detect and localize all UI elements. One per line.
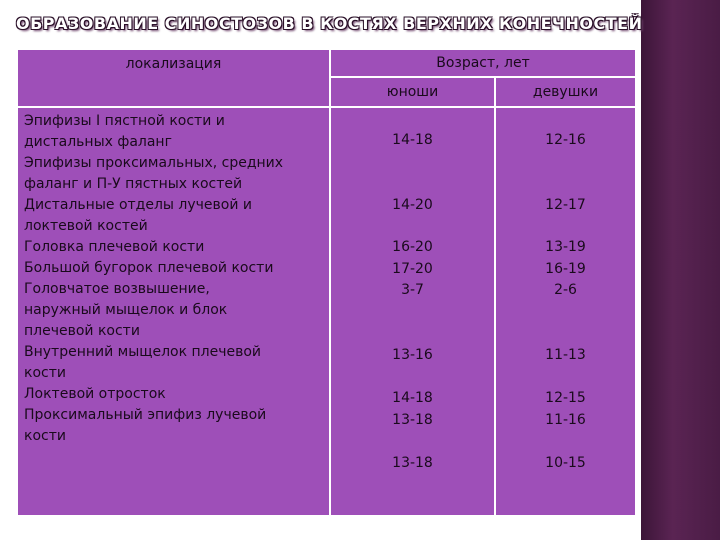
girls-value: 16-19 [545,261,586,277]
boys-column [331,108,494,515]
header-girls: девушки [496,78,635,106]
boys-value: 13-18 [392,412,433,428]
girls-value: 11-16 [545,412,586,428]
header-localization: локализация [18,50,329,106]
boys-value: 14-20 [392,197,433,213]
boys-value: 3-7 [401,282,424,298]
boys-value: 14-18 [392,390,433,406]
boys-value: 17-20 [392,261,433,277]
boys-value: 13-16 [392,347,433,363]
header-boys: юноши [331,78,494,106]
girls-value: 2-6 [554,282,577,298]
girls-value: 12-15 [545,390,586,406]
header-age: Возраст, лет [331,50,635,76]
girls-column [496,108,635,515]
girls-value: 10-15 [545,455,586,471]
boys-value: 16-20 [392,239,433,255]
boys-value: 13-18 [392,455,433,471]
boys-value: 14-18 [392,132,433,148]
girls-value: 12-17 [545,197,586,213]
localization-list: Эпифизы I пястной кости и дистальных фаланг Эпифизы проксимальных, средних фаланг и П-У пястных костей Дистальные отделы лучевой и локтевой костей Головка плечевой кости Большой бугорок плечевой кости Головчатое возвышение, наружный мыщелок и блок плечевой кости Внутренний мыщелок плечевой кости Локтевой отросток Проксимальный эпифиз лучевой кости [18,108,329,515]
girls-value: 13-19 [545,239,586,255]
decorative-sidebar [641,0,720,540]
girls-value: 12-16 [545,132,586,148]
girls-value: 11-13 [545,347,586,363]
page-title: ОБРАЗОВАНИЕ СИНОСТОЗОВ В КОСТЯХ ВЕРХНИХ КОНЕЧНОСТЕЙ [16,14,643,33]
